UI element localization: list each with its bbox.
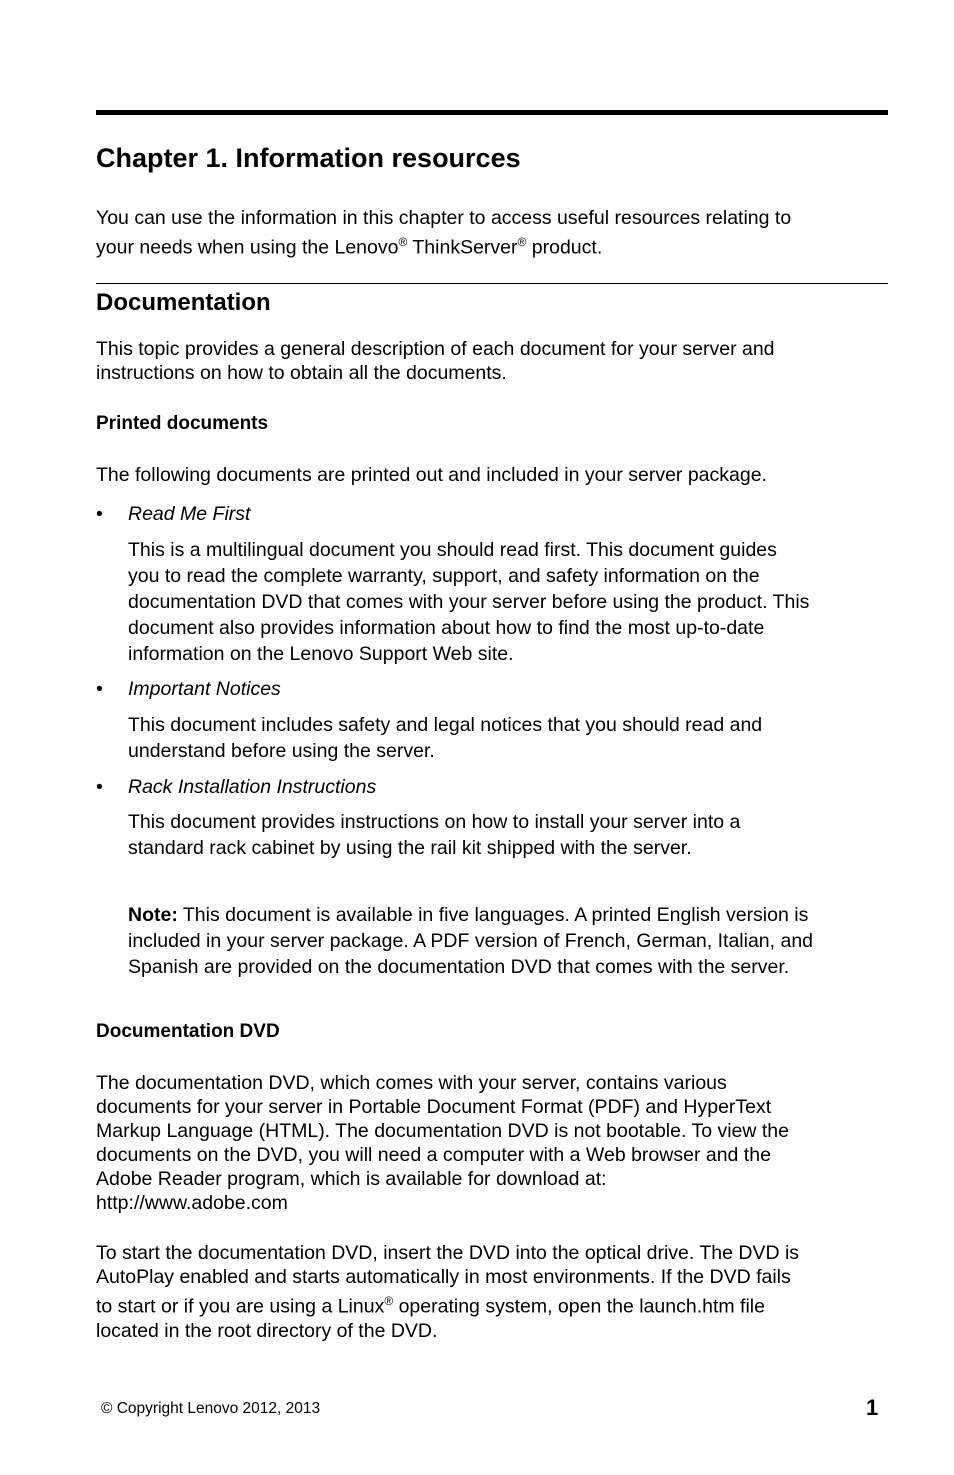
document-description [128, 809, 893, 861]
document-title: Rack Installation Instructions [128, 776, 377, 798]
note-line: included in your server package. A PDF version of French, German, Italian, and [128, 930, 814, 952]
paragraph-line: documents for your server in Portable Document Format (PDF) and HyperText [96, 1096, 772, 1118]
documentation-intro-line-1: This topic provides a general description of each document for your server and [96, 338, 775, 360]
paragraph-line: Adobe Reader program, which is available for download at: [96, 1168, 607, 1190]
dvd-paragraph-1 [96, 1071, 896, 1215]
document-description [128, 712, 893, 764]
printed-intro: The following documents are printed out and included in your server package. [96, 464, 767, 486]
dvd-paragraph-2 [96, 1241, 896, 1343]
top-rule [96, 110, 888, 115]
description-line: documentation DVD that comes with your server before using the product. This [128, 591, 810, 613]
paragraph-line: documents on the DVD, you will need a computer with a Web browser and the [96, 1144, 771, 1166]
registered-mark: ® [398, 235, 408, 249]
intro-text-a: your needs when using the Lenovo [96, 236, 399, 259]
paragraph-line [96, 1289, 896, 1319]
note-text: This document is available in five languages. A printed English version is [177, 904, 809, 926]
linux-text-a: to start or if you are using a Linux [96, 1295, 385, 1318]
note [128, 902, 893, 980]
description-line: understand before using the server. [128, 740, 435, 762]
description-line: document also provides information about how to find the most up-to-date [128, 617, 765, 639]
adobe-url: http://www.adobe.com [96, 1192, 288, 1214]
description-line: you to read the complete warranty, support, and safety information on the [128, 565, 760, 587]
footer-copyright: © Copyright Lenovo 2012, 2013 [101, 1400, 321, 1417]
description-line: This document provides instructions on how to install your server into a [128, 811, 741, 833]
description-line: standard rack cabinet by using the rail kit shipped with the server. [128, 837, 692, 859]
chapter-title: Chapter 1. Information resources [96, 143, 521, 173]
intro-text-b: ThinkServer [407, 236, 518, 259]
paragraph-line: AutoPlay enabled and starts automatically in most environments. If the DVD fails [96, 1266, 791, 1288]
subhead-printed-documents: Printed documents [96, 413, 269, 434]
registered-mark: ® [384, 1294, 394, 1308]
paragraph-line: To start the documentation DVD, insert the DVD into the optical drive. The DVD is [96, 1242, 800, 1264]
description-line: information on the Lenovo Support Web site. [128, 643, 514, 665]
linux-text-b: operating system, open the launch.htm file [393, 1295, 765, 1318]
section-title-documentation: Documentation [96, 289, 271, 316]
document-description [128, 537, 893, 667]
chapter-intro-line-1: You can use the information in this chapter to access useful resources relating to [96, 207, 792, 229]
note-label: Note: [128, 904, 178, 926]
description-line: This is a multilingual document you should read first. This document guides [128, 539, 777, 561]
page-number: 1 [866, 1395, 879, 1420]
paragraph-line: The documentation DVD, which comes with your server, contains various [96, 1072, 727, 1094]
documentation-intro-line-2: instructions on how to obtain all the documents. [96, 362, 507, 384]
subhead-documentation-dvd: Documentation DVD [96, 1021, 280, 1042]
intro-text-c: product. [526, 236, 603, 259]
chapter-intro-line-2 [96, 230, 896, 260]
description-line: This document includes safety and legal notices that you should read and [128, 714, 763, 736]
bullet-icon: • [96, 776, 103, 798]
registered-mark: ® [517, 235, 527, 249]
bullet-icon: • [96, 503, 103, 525]
document-title: Read Me First [128, 503, 251, 525]
section-rule [96, 283, 888, 284]
document-title: Important Notices [128, 678, 281, 700]
paragraph-line: located in the root directory of the DVD. [96, 1319, 438, 1342]
bullet-icon: • [96, 678, 103, 700]
note-line [128, 902, 893, 928]
note-line: Spanish are provided on the documentation DVD that comes with the server. [128, 956, 790, 978]
paragraph-line: Markup Language (HTML). The documentation DVD is not bootable. To view the [96, 1120, 789, 1142]
